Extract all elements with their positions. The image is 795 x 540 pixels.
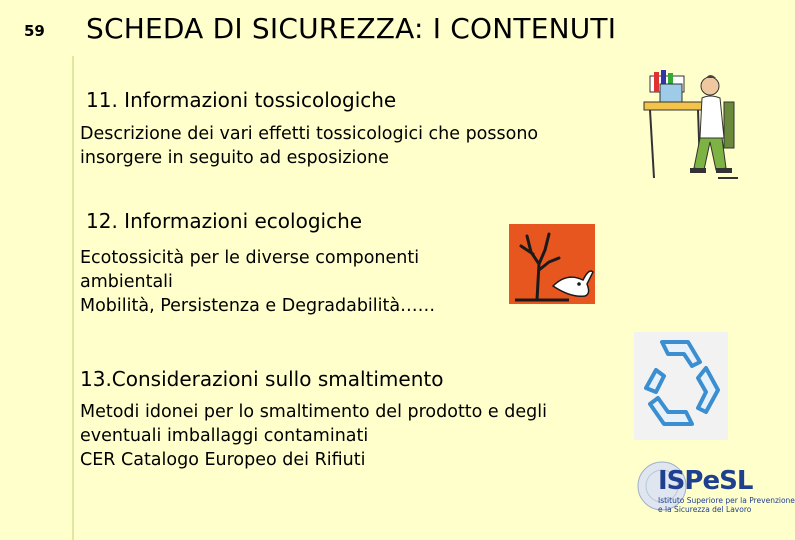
section-heading-ecological: 12. Informazioni ecologiche [86, 209, 363, 233]
ispesl-logo [638, 458, 795, 514]
logo-name: ISPeSL [658, 466, 753, 496]
body-line: ambientali [80, 272, 173, 292]
section-body-disposal [80, 400, 547, 472]
body-line: Ecotossicità per le diverse componenti [80, 248, 420, 268]
doctor-at-desk-illustration [642, 68, 746, 188]
recycle-icon [634, 332, 728, 440]
body-line: Metodi idonei per lo smaltimento del prodotto e degli [80, 402, 547, 422]
body-line: Descrizione dei vari effetti tossicologici che possono [80, 124, 539, 144]
section-body-toxicological [80, 122, 538, 170]
section-heading-toxicological: 11. Informazioni tossicologiche [86, 88, 397, 112]
section-heading-disposal: 13.Considerazioni sullo smaltimento [80, 367, 444, 391]
slide-number: 59 [24, 22, 45, 40]
logo-line-1: Istituto Superiore per la Prevenzione [658, 496, 795, 505]
section-body-ecological [80, 246, 435, 318]
body-line: insorgere in seguito ad esposizione [80, 148, 389, 168]
slide-title: SCHEDA DI SICUREZZA: I CONTENUTI [86, 12, 617, 45]
environmental-hazard-icon [509, 224, 595, 304]
body-line: Mobilità, Persistenza e Degradabilità…… [80, 296, 436, 316]
body-line: eventuali imballaggi contaminati [80, 426, 369, 446]
body-line: CER Catalogo Europeo dei Rifiuti [80, 450, 366, 470]
logo-line-2: e la Sicurezza del Lavoro [658, 505, 752, 514]
